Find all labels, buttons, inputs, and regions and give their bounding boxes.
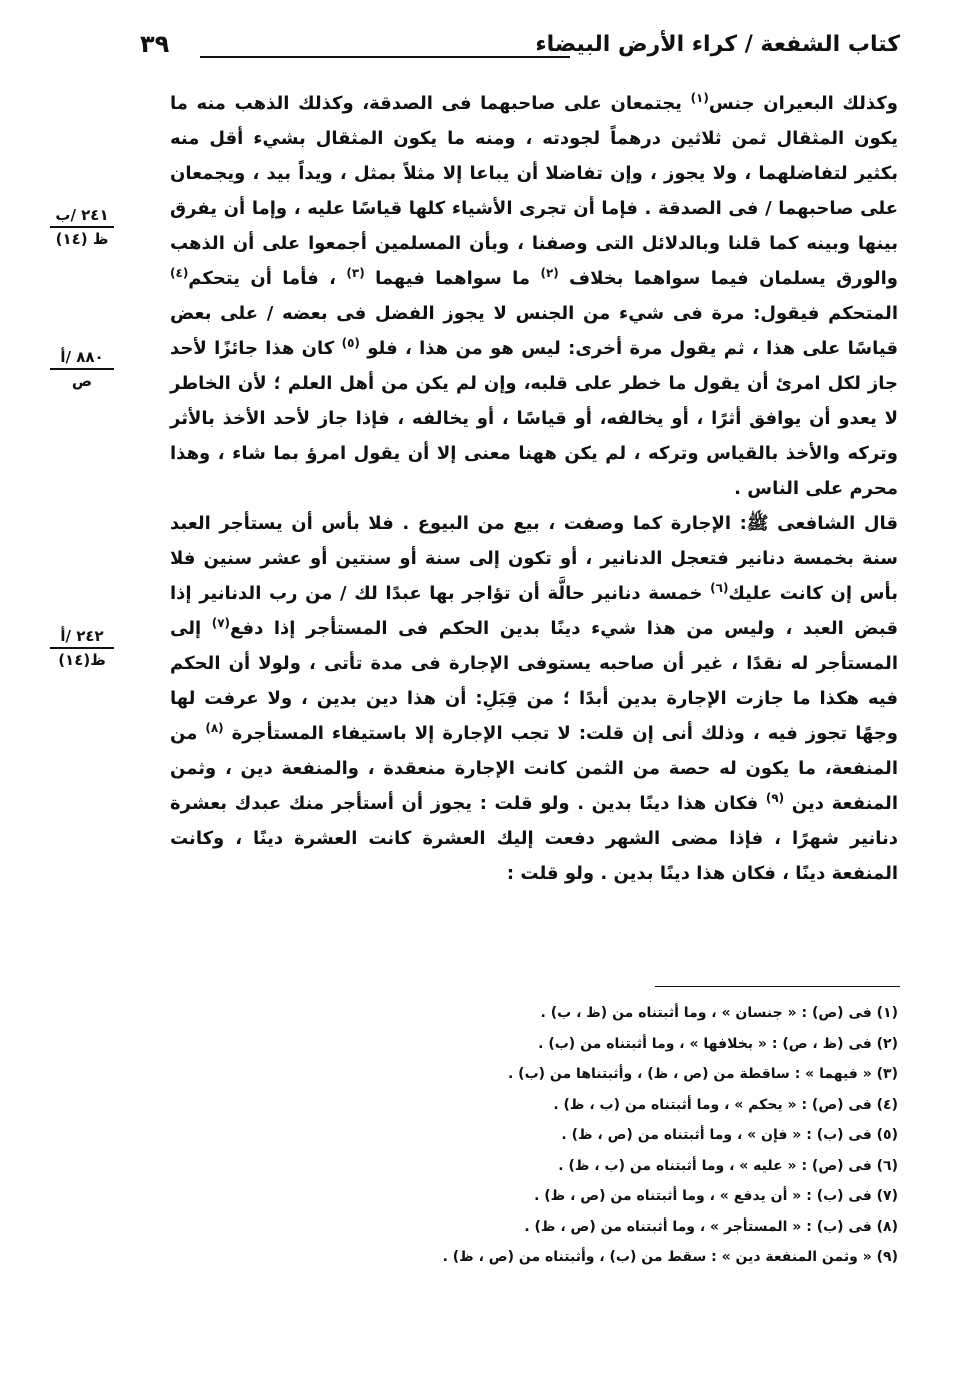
footnote-ref: (٢) xyxy=(540,266,559,280)
footnote-item: (٤) فى (ص) : « يحكم » ، وما أثبتناه من (ب ، ظ) . xyxy=(553,1096,898,1113)
footnote-item: (٩) « وثمن المنفعة دين » : سقط من (ب) ، وأثبتناه من (ص ، ظ) . xyxy=(442,1249,898,1265)
footnote-ref: (٩) xyxy=(765,791,785,805)
footnote-item: (١) فى (ص) : « جنسان » ، وما أثبتناه من (ظ ، ب) . xyxy=(540,1005,898,1021)
text-segment: إلى المستأجر له نقدًا ، غير أن صاحبه يستوفى الإجارة فى مدة تأتى ، ولولا أن الحكم فيه هكذا ما جازت الإجارة بدين أبدًا ؛ من قِبَلِ: أن هذا دين بدين ، ولا عرفت لها وجهًا تجوز فيه ، وذلك أنى إن قلت: لا تجب الإجارة إلا باستيفاء المستأجرة xyxy=(170,618,898,744)
margin-note-folio: ٢٤٢ /أ xyxy=(50,626,114,649)
footnotes xyxy=(300,998,898,1273)
text-segment: قال الشافعى ﷺ: الإجارة كما وصفت ، بيع من البيوع . فلا بأس أن يستأجر العبد سنة بخمسة دنانير فتعجل الدنانير ، أو تكون إلى سنة أو سنتين أو عشر سنين فلا بأس إن كانت عليك xyxy=(170,513,899,604)
text-segment: فكان هذا دينًا بدين . ولو قلت : يجوز أن أستأجر منك عبدك بعشرة دنانير شهرًا ، فإذا مضى الشهر دفعت إليك العشرة كانت العشرة دينًا ، وكانت المنفعة دينًا ، فكان هذا دينًا بدين . ولو قلت : xyxy=(170,793,898,884)
margin-note-manuscript: ص xyxy=(71,372,93,390)
text-segment: المتحكم فيقول: مرة فى شيء من الجنس لا يجوز الفضل فى بعضه / على بعض قياسًا على هذا ، ثم يقول مرة أخرى: ليس هو من هذا ، فلو xyxy=(170,303,898,359)
footnote-ref: (٦) xyxy=(710,581,729,595)
text-segment: من المنفعة، ما يكون له حصة من الثمن كانت الإجارة منعقدة ، والمنفعة دين ، وثمن المنفعة دين xyxy=(170,723,898,814)
text-segment: كان هذا جائزًا لأحد جاز لكل امرئ أن يقول ما خطر على قلبه، وإن لم يكن من أهل العلم ؛ لأن الخاطر لا يعدو أن يوافق أثرًا ، أو يخالفه، أو قياسًا ، أو يخالفه ، فإذا جاز لأحد الأخذ بالأثر وتركه والأخذ بالقياس وتركه ، لم يكن ههنا معنى إلا أن يقول امرؤ بما شاء ، وهذا محرم على الناس . xyxy=(170,338,898,499)
footnote-item: (٣) « فيهما » : ساقطة من (ص ، ظ) ، وأثبتناها من (ب) . xyxy=(507,1066,898,1082)
page-number: ٣٩ xyxy=(140,30,170,58)
text-segment: يجتمعان على صاحبهما فى الصدقة، وكذلك الذهب منه ما يكون المثقال ثمن ثلاثين درهماً لجودته ، ومنه ما يكون المثقال بشيء أقل منه بكثير لتفاضلهما ، ولا يجوز ، وإن تفاضلا أن يباعا إلا مثلاً بمثل ، ويداً بيد ، ويجمعان على صاحبهما / فى الصدقة . فإما أن تجرى الأشياء كلها قياسًا عليه ، وإما أن يفرق بينها وبينه كما قلنا وبالدلائل التى وصفنا ، وبأن المسلمين أجمعوا على أن الذهب والورق يسلمان فيما سواهما بخلاف xyxy=(170,93,898,289)
margin-note-manuscript: ظ(١٤) xyxy=(58,651,106,669)
footnote-ref: (٧) xyxy=(211,616,230,630)
paragraph-1 xyxy=(170,86,898,506)
footnote-item: (٦) فى (ص) : « عليه » ، وما أثبتناه من (ب ، ظ) . xyxy=(558,1157,898,1174)
text-segment: ما سواهما فيهما xyxy=(364,268,541,289)
page-header xyxy=(140,28,900,72)
footnote-ref: (١) xyxy=(690,91,709,105)
margin-note-1 xyxy=(50,205,114,249)
margin-note-folio: ٨٨٠ /أ xyxy=(50,347,114,370)
text-segment: ، فأما أن يتحكم xyxy=(188,268,347,289)
running-title: كتاب الشفعة / كراء الأرض البيضاء xyxy=(535,32,900,57)
footnote-ref: (٨) xyxy=(205,721,224,735)
footnote-item: (٨) فى (ب) : « المستأجر » ، وما أثبتناه من (ص ، ظ) . xyxy=(524,1218,898,1235)
footnote-ref: (٤) xyxy=(170,266,189,280)
footnote-item: (٢) فى (ظ ، ص) : « بخلافها » ، وما أثبتناه من (ب) . xyxy=(538,1035,898,1052)
footnote-ref: (٥) xyxy=(341,336,360,350)
margin-note-manuscript: ظ (١٤) xyxy=(55,230,109,248)
footnote-ref: (٣) xyxy=(346,266,365,280)
paragraph-2 xyxy=(170,506,898,891)
main-text xyxy=(170,86,898,891)
header-rule xyxy=(200,56,570,58)
text-segment: وكذلك البعيران جنس xyxy=(708,93,898,114)
margin-note-3 xyxy=(50,626,114,670)
text-segment: خمسة دنانير حالَّة أن تؤاجر بها عبدًا لك / من رب الدنانير إذا قبض العبد ، وليس من هذا شيء دينًا بدين الحكم فى المستأجر إذا دفع xyxy=(170,583,898,639)
margin-note-2 xyxy=(50,347,114,391)
footnote-separator xyxy=(655,986,900,987)
margin-note-folio: ٢٤١ /ب xyxy=(50,205,114,228)
footnote-item: (٧) فى (ب) : « أن يدفع » ، وما أثبتناه من (ص ، ظ) . xyxy=(534,1188,898,1204)
footnote-item: (٥) فى (ب) : « فإن » ، وما أثبتناه من (ص ، ظ) . xyxy=(561,1127,898,1143)
